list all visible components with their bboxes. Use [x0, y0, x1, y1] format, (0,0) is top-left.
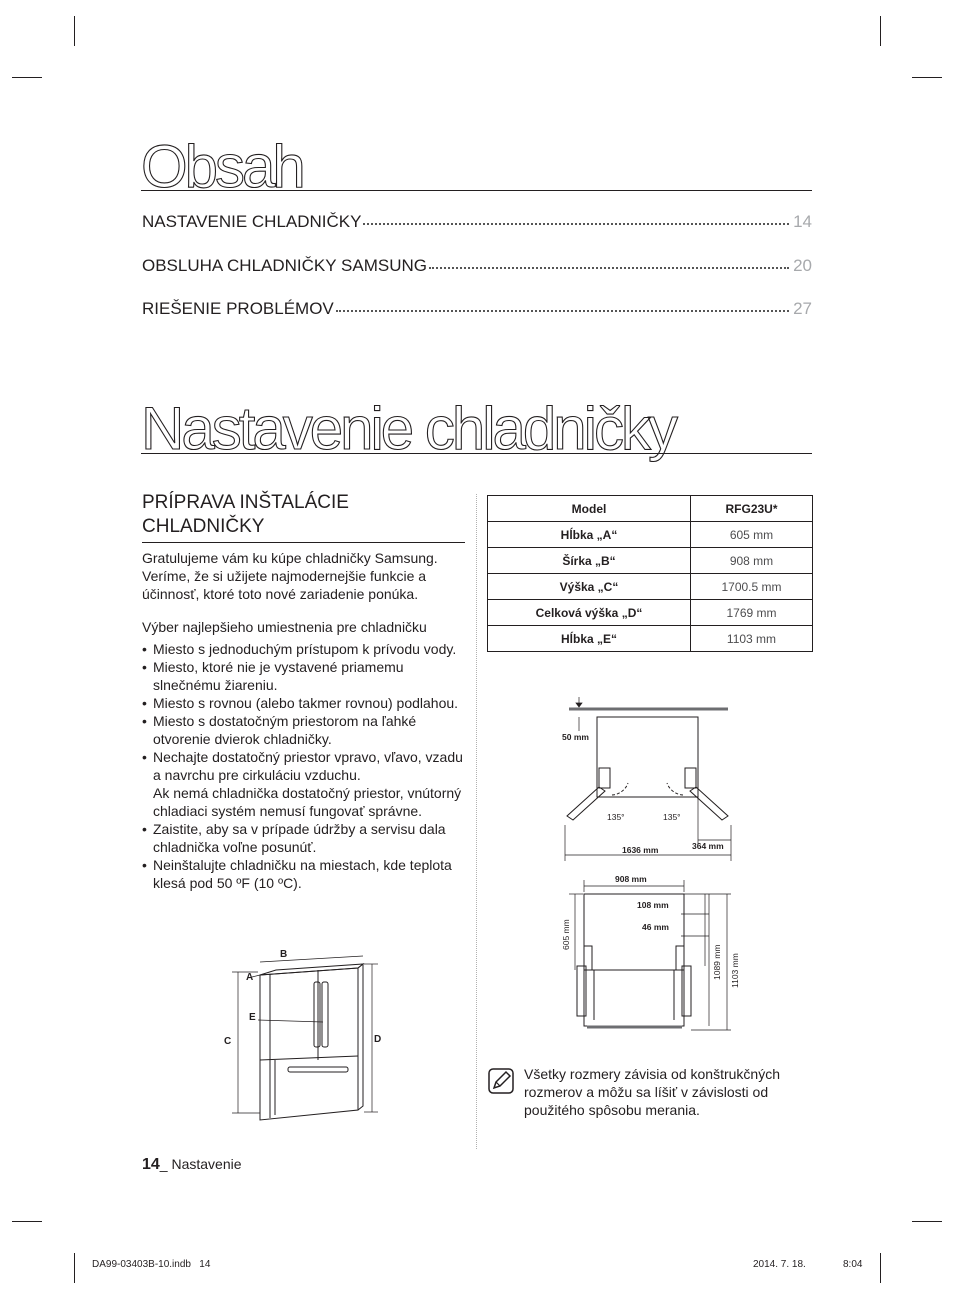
chapter-title-rule [141, 453, 812, 454]
toc-entry-label: RIEŠENIE PROBLÉMOV [142, 299, 334, 318]
crop-mark [912, 1221, 942, 1222]
crop-mark [12, 77, 42, 78]
table-cell-value: 1769 mm [691, 600, 813, 626]
toc-entry[interactable] [142, 252, 812, 276]
list-item-text: Miesto s dostatočným priestorom na ľahké otvorenie dvierok chladničky. [153, 713, 417, 747]
table-row [488, 574, 813, 600]
toc-entry-page: 14 [793, 212, 812, 231]
depth-605-label: 605 mm [561, 919, 571, 950]
door-clearance-diagram [555, 695, 745, 865]
list-item [142, 748, 472, 820]
list-item-text: Nechajte dostatočný priestor vpravo, vľavo, vzadu a navrchu pre cirkuláciu vzduchu. [153, 749, 463, 783]
table-row [488, 522, 813, 548]
table-header-row [488, 496, 813, 522]
crop-mark [912, 77, 942, 78]
section-heading-line: PRÍPRAVA INŠTALÁCIE [142, 492, 349, 513]
table-cell-label: Výška „C“ [488, 574, 691, 600]
depth-46-label: 46 mm [642, 922, 669, 932]
fridge-label-b: B [280, 949, 288, 960]
angle-right-label: 135° [663, 812, 681, 822]
toc-entry[interactable] [142, 208, 812, 232]
print-slug-time: 8:04 [843, 1259, 863, 1270]
crop-mark [880, 1253, 881, 1283]
fridge-label-e: E [249, 1012, 256, 1023]
column-divider [476, 494, 477, 1149]
total-width-label: 1636 mm [622, 845, 659, 855]
toc-entry[interactable] [142, 295, 812, 319]
measurement-note: Všetky rozmery závisia od konštrukčných rozmerov a môžu sa líšiť v závislosti od použitého spôsobu merania. [524, 1066, 780, 1118]
list-item-extra: Ak nemá chladnička dostatočný priestor, vnútorný chladiaci systém nemusí fungovať správne. [153, 785, 462, 819]
crop-mark [12, 1221, 42, 1222]
angle-left-label: 135° [607, 812, 625, 822]
crop-mark [74, 1253, 75, 1283]
depth-1089-label: 1089 mm [712, 944, 722, 980]
table-header-cell: RFG23U* [691, 496, 813, 522]
table-cell-label: Šírka „B“ [488, 548, 691, 574]
chapter-title: Nastavenie chladničky [141, 395, 675, 462]
depth-diagram [557, 870, 747, 1040]
table-cell-label: Hĺbka „E“ [488, 626, 691, 652]
depth-1103-label: 1103 mm [730, 953, 740, 988]
toc-leader-dots [429, 267, 789, 269]
table-cell-value: 605 mm [691, 522, 813, 548]
door-depth-label: 364 mm [692, 841, 724, 851]
fridge-label-d: D [374, 1034, 382, 1045]
placement-subheading: Výber najlepšieho umiestnenia pre chladničku [142, 619, 427, 635]
fridge-dimension-drawing [218, 940, 388, 1140]
list-item-text: Miesto s rovnou (alebo takmer rovnou) podlahou. [153, 695, 459, 711]
list-item [142, 658, 472, 694]
table-cell-label: Celková výška „D“ [488, 600, 691, 626]
list-item-text: Neinštalujte chladničku na miestach, kde teplota klesá pod 50 ºF (10 ºC). [153, 857, 452, 891]
width-908-label: 908 mm [615, 874, 647, 884]
table-cell-value: 908 mm [691, 548, 813, 574]
table-row [488, 548, 813, 574]
section-heading-line: CHLADNIČKY [142, 516, 265, 537]
table-cell-label: Hĺbka „A“ [488, 522, 691, 548]
list-item [142, 712, 472, 748]
title-rule [141, 190, 812, 191]
crop-mark [880, 16, 881, 46]
toc-entry-page: 27 [793, 299, 812, 318]
placement-list [142, 640, 472, 892]
fridge-label-a: A [246, 972, 254, 983]
table-row [488, 600, 813, 626]
intro-paragraph: Gratulujeme vám ku kúpe chladničky Samsung. Veríme, že si užijete najmodernejšie funkcie a účinnosť, ktoré toto nové zariadenie ponúka. [142, 550, 438, 602]
list-item [142, 856, 472, 892]
footer-section: _ Nastavenie [159, 1156, 242, 1172]
table-cell-value: 1700.5 mm [691, 574, 813, 600]
toc-entry-label: OBSLUHA CHLADNIČKY SAMSUNG [142, 256, 427, 275]
dimension-table [487, 495, 813, 652]
toc-entry-label: NASTAVENIE CHLADNIČKY [142, 212, 362, 231]
toc-leader-dots [336, 310, 789, 312]
page-footer [142, 1156, 242, 1174]
section-heading [142, 491, 465, 543]
list-item-text: Miesto s jednoduchým prístupom k prívodu vody. [153, 641, 457, 657]
list-item [142, 640, 472, 658]
table-cell-value: 1103 mm [691, 626, 813, 652]
footer-page-number: 14 [142, 1156, 160, 1173]
list-item-text: Miesto, ktoré nie je vystavené priamemu slnečnému žiareniu. [153, 659, 404, 693]
gap-label: 50 mm [562, 732, 589, 742]
crop-mark [74, 16, 75, 46]
table-header-cell: Model [488, 496, 691, 522]
fridge-label-c: C [224, 1036, 232, 1047]
depth-108-label: 108 mm [637, 900, 669, 910]
toc-leader-dots [363, 223, 789, 225]
list-item [142, 820, 472, 856]
list-item [142, 694, 472, 712]
print-slug-date: 2014. 7. 18. [753, 1259, 806, 1270]
page-title: Obsah [141, 133, 303, 200]
print-slug-file: DA99-03403B-10.indb 14 [92, 1259, 211, 1270]
list-item-text: Zaistite, aby sa v prípade údržby a servisu dala chladnička voľne posunúť. [153, 821, 446, 855]
note-pencil-icon [488, 1068, 514, 1094]
toc-entry-page: 20 [793, 256, 812, 275]
table-row [488, 626, 813, 652]
